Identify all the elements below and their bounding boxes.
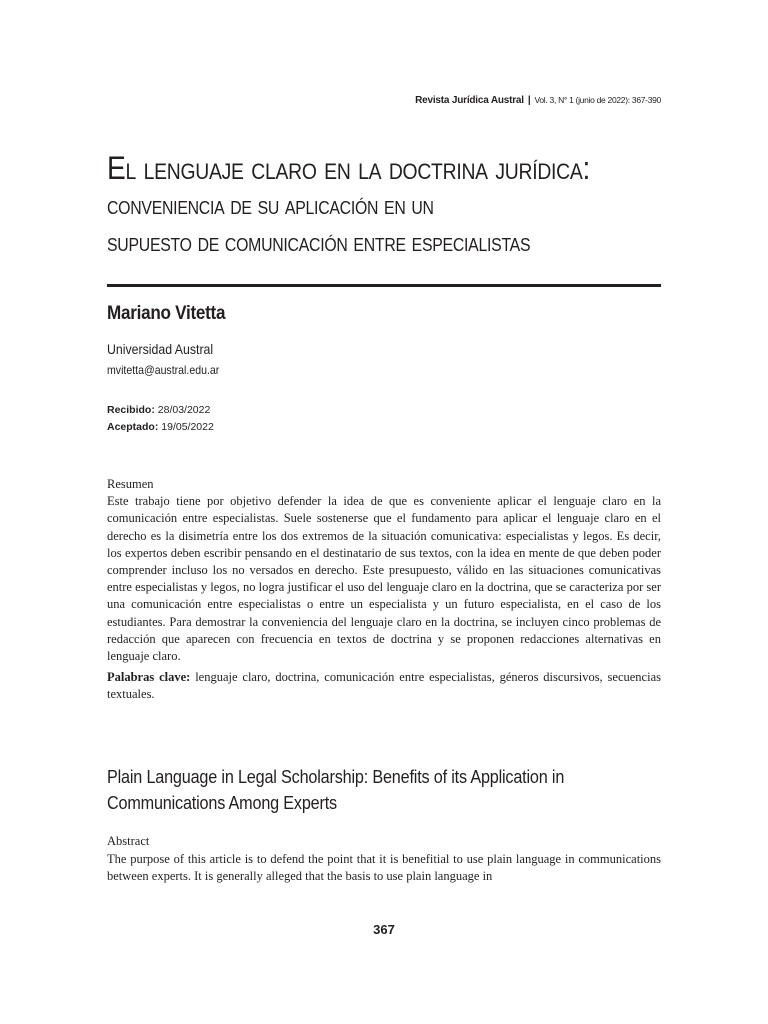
accepted-date [107,419,214,436]
author-name: Mariano Vitetta [107,303,226,324]
header-separator: | [527,95,531,106]
title-line-1: El lenguaje claro en la doctrina jurídica: [107,150,591,186]
running-header [415,95,661,106]
accepted-value: 19/05/2022 [158,421,214,433]
keywords [107,669,661,703]
article-title [107,148,667,262]
abstract-english [107,833,661,886]
accepted-label: Aceptado: [107,421,159,433]
english-title: Plain Language in Legal Scholarship: Benefits of its Application in Communications Among Experts [107,767,565,813]
author-affiliation: Universidad Austral [107,341,214,357]
abstract-es-heading: Resumen [107,477,154,491]
keywords-value: lenguaje claro, doctrina, comunicación entre especialistas, géneros discursivos, secuencias textuales. [107,670,661,702]
author-email[interactable]: mvitetta@austral.edu.ar [107,363,220,377]
received-label: Recibido: [107,404,155,416]
abstract-es-body: Este trabajo tiene por objetivo defender la idea de que es conveniente aplicar el lenguaje claro en la comunicación entre especialistas. Suele sostenerse que el fundamento para aplicar el lenguaje claro en el derecho es la disimetría entre los dos extremos de la situación comunicativa: especialistas y legos. Es decir, los expertos deben escribir pensando en el destinatario de sus textos, con la idea en mente de que deben poder comprender incluso los no versados en derecho. Este presupuesto, válido en las situaciones comunicativas entre especialistas y legos, no logra justificar el uso del lenguaje claro en la doctrina, que se caracteriza por ser una comunicación entre especialistas o entre un especialista y un futuro especialista, en el caso de los estudiantes. Para demostrar la conveniencia del lenguaje claro en la doctrina, se incluyen cinco problemas de redacción que aparecen con frecuencia en textos de doctrina y se proponen redacciones alternativas en lenguaje claro. [107,494,661,664]
title-line-2: conveniencia de su aplicación en un [107,192,434,220]
received-date [107,402,214,419]
title-line-3: supuesto de comunicación entre especialistas [107,229,531,257]
volume-info: Vol. 3, N° 1 (junio de 2022): 367-390 [534,95,661,105]
submission-dates [107,402,214,436]
received-value: 28/03/2022 [154,404,211,416]
page-number: 367 [373,922,395,937]
journal-name: Revista Jurídica Austral [415,95,524,106]
abstract-en-body: The purpose of this article is to defend the point that it is benefitial to use plain language in communications between experts. It is generally alleged that the basis to use plain language in [107,851,661,883]
title-rule [107,284,661,287]
keywords-label: Palabras clave: [107,670,191,685]
abstract-en-heading: Abstract [107,834,150,848]
abstract-spanish [107,476,661,704]
